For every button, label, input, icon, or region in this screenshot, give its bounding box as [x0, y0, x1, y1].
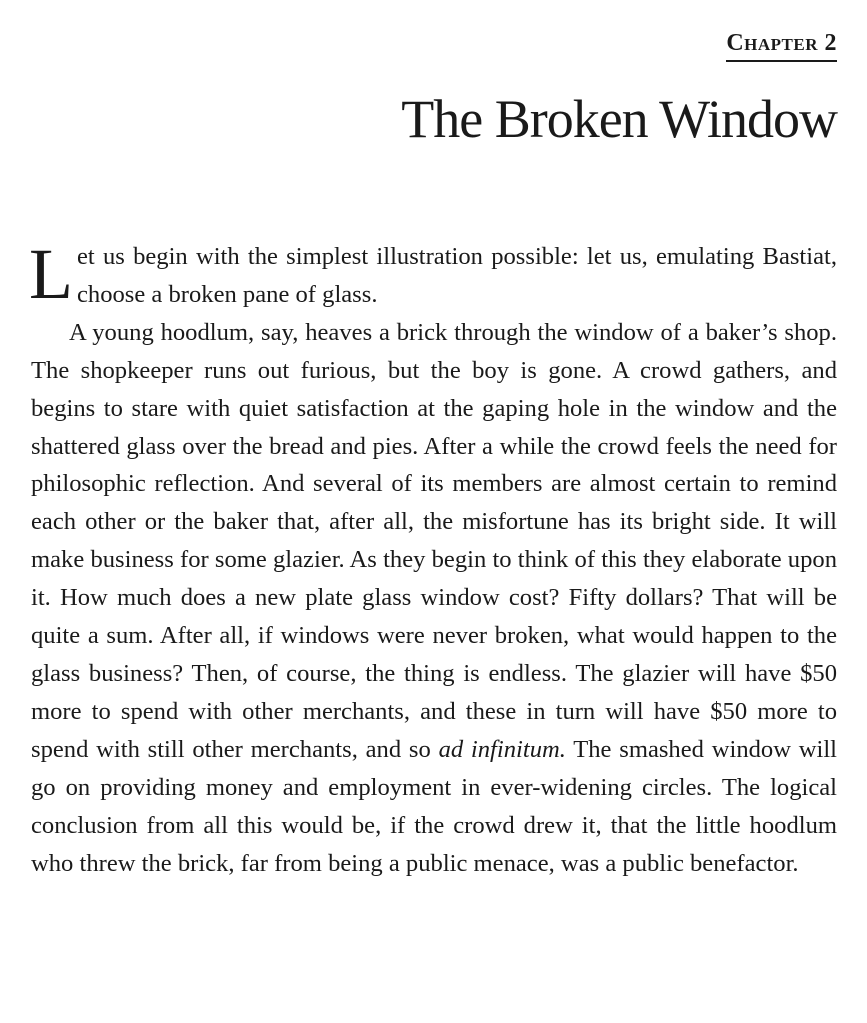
- drop-cap: L: [29, 234, 73, 314]
- paragraph-1-text: et us begin with the simplest illustration possible: let us, emulating Bastiat, choose a broken pane of glass.: [76, 243, 837, 308]
- chapter-body: [29, 234, 837, 882]
- chapter-title: The Broken Window: [401, 89, 837, 149]
- paragraph-1: [29, 234, 837, 314]
- paragraph-2-italic: ad infinitum.: [438, 735, 566, 763]
- chapter-label: Chapter 2: [726, 30, 837, 62]
- paragraph-2: [31, 314, 837, 883]
- paragraph-2-text-a: A young hoodlum, say, heaves a brick through the window of a baker’s shop. The shopkeeper runs out furious, but the boy is gone. A crowd gathers, and begins to stare with quiet satisfaction at the gaping hole in the window and the shattered glass over the bread and pies. After a while the crowd feels the need for philosophic reflection. And several of its members are almost certain to remind each other or the baker that, after all, the misfortune has its bright side. It will make business for some glazier. As they begin to think of this they elaborate upon it. How much does a new plate glass window cost? Fifty dollars? That will be quite a sum. After all, if windows were never broken, what would happen to the glass business? Then, of course, the thing is endless. The glazier will have $50 more to spend with other merchants, and these in turn will have $50 more to spend with still other merchants, and so: [31, 318, 837, 763]
- paragraph-2-text-b: The smashed window will go on providing money and employment in ever-widening circles. The logical conclusion from all this would be, if the crowd drew it, that the little hoodlum who threw the brick, far from being a public menace, was a public benefactor.: [31, 735, 837, 877]
